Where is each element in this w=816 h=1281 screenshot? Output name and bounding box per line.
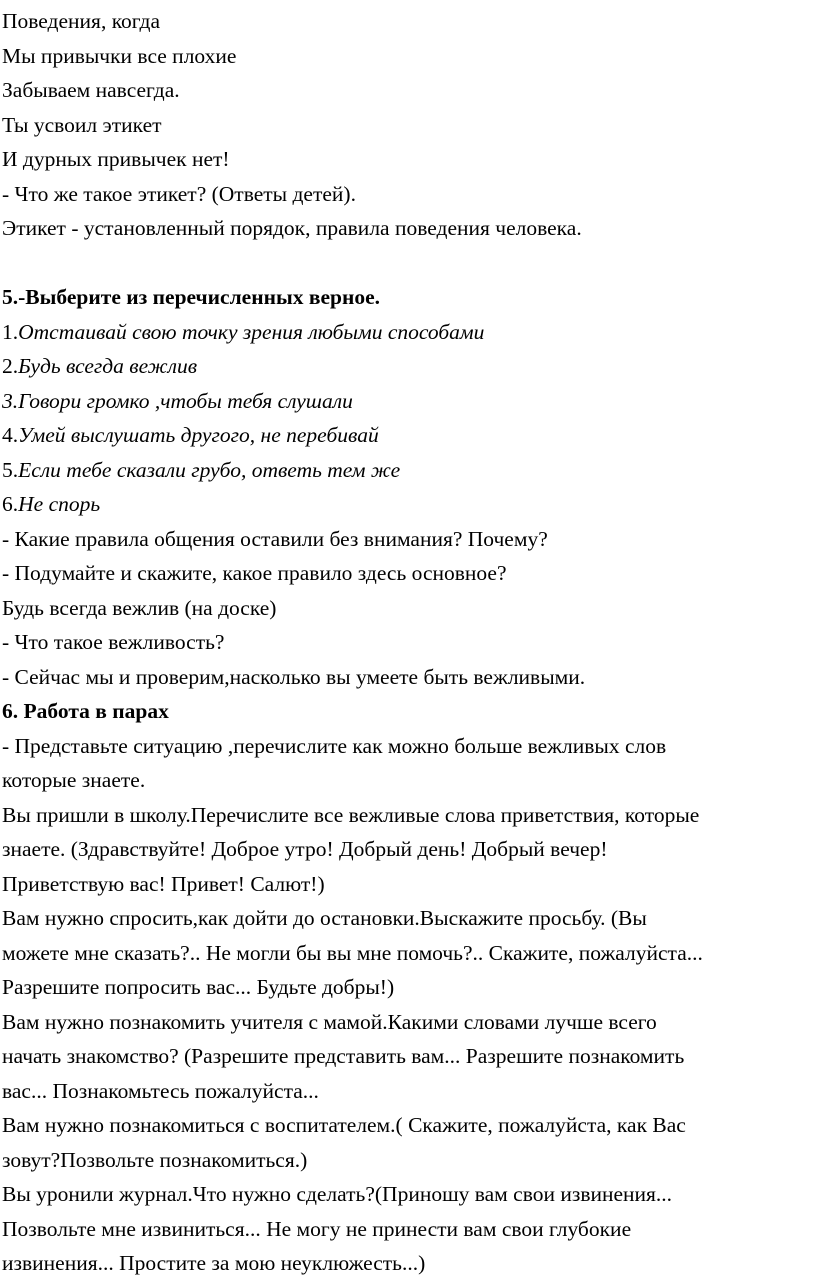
option-item	[2, 315, 816, 350]
text-line: Вы пришли в школу.Перечислите все вежливые слова приветствия, которые	[2, 802, 700, 827]
text-line: Вы уронили журнал.Что нужно сделать?(Приношу вам свои извинения...	[2, 1182, 673, 1206]
section-6-heading: 6. Работа в парах	[2, 699, 169, 723]
option-item	[2, 487, 816, 522]
text-line: Поведения, когда	[2, 9, 161, 33]
text-line: Вам нужно познакомиться с воспитателем.( Скажите, пожалуйста, как Вас	[2, 1113, 686, 1137]
option-number: 3.	[2, 388, 19, 413]
text-line: вас... Познакомьтесь пожалуйста...	[2, 1078, 319, 1103]
text-line: Позвольте мне извиниться... Не могу не принести вам свои глубокие	[2, 1216, 632, 1241]
text-line: зовут?Позвольте познакомиться.)	[2, 1147, 308, 1172]
text-line: извинения... Простите за мою неуклюжесть...)	[2, 1251, 426, 1275]
option-number: 2.	[2, 354, 19, 378]
text-line: - Что же такое этикет? (Ответы детей).	[2, 181, 356, 206]
option-text: Умей выслушать другого, не перебивай	[18, 423, 379, 447]
text-line: можете мне сказать?.. Не могли бы вы мне помочь?.. Скажите, пожалуйста...	[2, 940, 703, 965]
option-item	[2, 453, 816, 488]
option-item	[2, 418, 816, 453]
text-line: начать знакомство? (Разрешите представить вам... Разрешите познакомить	[2, 1044, 685, 1068]
blank-line	[2, 246, 816, 281]
option-text: Отстаивай свою точку зрения любыми способами	[18, 319, 485, 344]
text-line: - Подумайте и скажите, какое правило здесь основное?	[2, 561, 507, 585]
text-line: Забываем навсегда.	[2, 78, 180, 102]
text-line: знаете. (Здравствуйте! Доброе утро! Добрый день! Добрый вечер!	[2, 837, 608, 861]
option-number: 6.	[2, 492, 19, 516]
text-line: Ты усвоил этикет	[2, 112, 162, 137]
section-5-heading: 5.-Выберите из перечисленных верное.	[2, 285, 381, 309]
text-line: Будь всегда вежлив (на доске)	[2, 595, 277, 620]
text-line: Разрешите попросить вас... Будьте добры!)	[2, 975, 395, 999]
option-number: 1.	[2, 319, 19, 344]
text-line: - Что такое вежливость?	[2, 630, 225, 654]
text-line: - Сейчас мы и проверим,насколько вы умеете быть вежливыми.	[2, 664, 586, 689]
text-line: Мы привычки все плохие	[2, 43, 237, 68]
text-line: Вам нужно спросить,как дойти до остановки.Выскажите просьбу. (Вы	[2, 906, 647, 930]
option-number: 4.	[2, 423, 19, 447]
text-line: которые знаете.	[2, 768, 146, 792]
option-number: 5.	[2, 457, 19, 482]
text-line: - Какие правила общения оставили без внимания? Почему?	[2, 526, 548, 551]
option-text: Если тебе сказали грубо, ответь тем же	[18, 457, 401, 482]
option-text: Будь всегда вежлив	[18, 354, 198, 378]
option-text: Говори громко ,чтобы тебя слушали	[18, 388, 353, 413]
option-item	[2, 384, 816, 419]
text-line: Приветствую вас! Привет! Салют!)	[2, 871, 325, 896]
text-line: Вам нужно познакомить учителя с мамой.Какими словами лучше всего	[2, 1009, 657, 1034]
text-line: И дурных привычек нет!	[2, 147, 230, 171]
text-line: Этикет - установленный порядок, правила поведения человека.	[2, 216, 582, 240]
option-item	[2, 349, 816, 384]
text-line: - Представьте ситуацию ,перечислите как можно больше вежливых слов	[2, 733, 667, 758]
option-text: Не спорь	[18, 492, 101, 516]
